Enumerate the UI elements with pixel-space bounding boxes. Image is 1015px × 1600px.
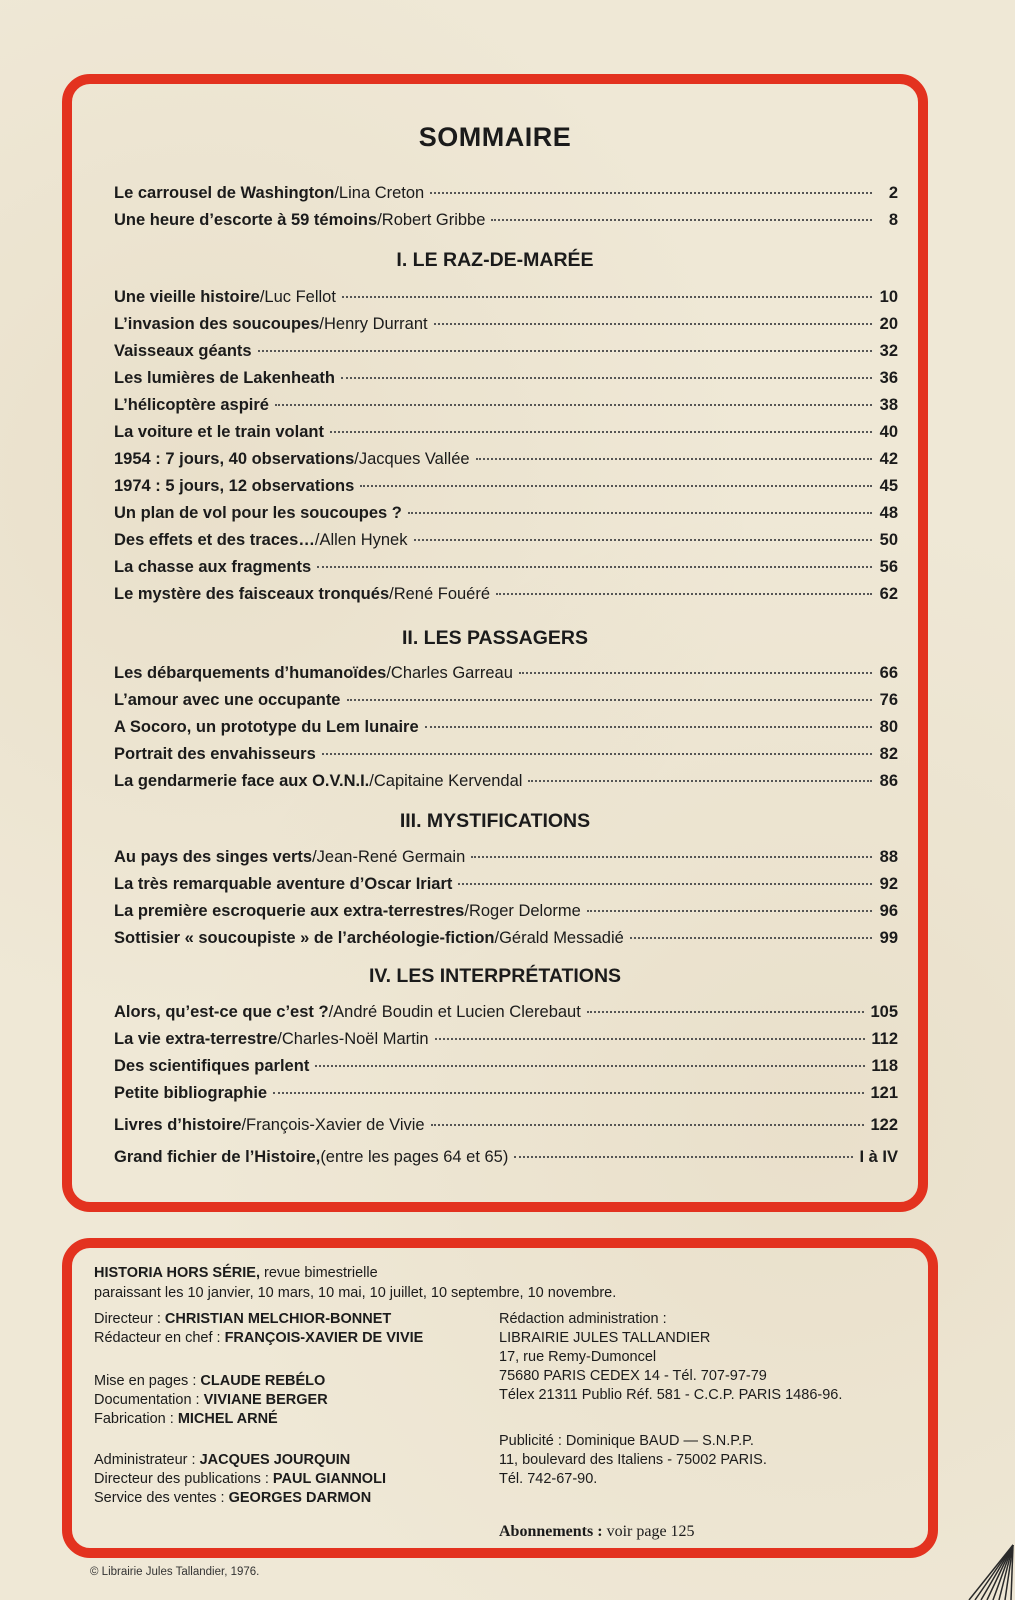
staff-role: Mise en pages : [94, 1373, 201, 1389]
staff-role: Directeur : [94, 1311, 165, 1327]
toc-entry [114, 504, 898, 523]
section-heading: III. MYSTIFICATIONS [399, 810, 591, 832]
advertising-line: 11, boulevard des Italiens - 75002 PARIS. [499, 1452, 767, 1468]
toc-entry [114, 902, 898, 921]
section-heading: I. LE RAZ-DE-MARÉE [396, 249, 594, 271]
dot-leader [317, 566, 872, 568]
dot-leader [496, 593, 872, 595]
entry-page: 45 [879, 477, 898, 495]
dot-leader [408, 512, 872, 514]
redaction-line: Rédaction administration : [499, 1311, 667, 1327]
staff-line [94, 1391, 328, 1410]
staff-line [94, 1329, 423, 1348]
staff-name: MICHEL ARNÉ [177, 1411, 278, 1427]
staff-line [94, 1470, 386, 1489]
publication-dates: paraissant les 10 janvier, 10 mars, 10 mai, 10 juillet, 10 septembre, 10 novembre. [94, 1285, 617, 1301]
entry-page: 40 [879, 423, 898, 441]
toc-entry [114, 1084, 898, 1103]
staff-role: Service des ventes : [94, 1490, 229, 1506]
entry-author: /Charles Garreau [386, 664, 513, 682]
section-heading: II. LES PASSAGERS [401, 627, 588, 649]
publication-name: HISTORIA HORS SÉRIE, [94, 1265, 260, 1281]
entry-title: Des effets et des traces… [114, 531, 315, 549]
entry-title: Alors, qu’est-ce que c’est ? [114, 1003, 329, 1021]
entry-page: 10 [879, 288, 898, 306]
publication-line [94, 1264, 378, 1283]
dot-leader [587, 910, 872, 912]
entry-page: 92 [879, 875, 898, 893]
entry-title: Portrait des envahisseurs [114, 745, 316, 763]
staff-line [94, 1310, 391, 1329]
entry-title: Au pays des singes verts [114, 848, 313, 866]
dot-leader [630, 937, 872, 939]
entry-author: /Luc Fellot [259, 288, 336, 306]
dot-leader [514, 1156, 853, 1158]
toc-entries [72, 84, 918, 1202]
staff-name: FRANÇOIS-XAVIER DE VIVIE [224, 1330, 424, 1346]
dot-leader [322, 753, 872, 755]
entry-page: 38 [879, 396, 898, 414]
entry-page: 86 [879, 772, 898, 790]
entry-author: /Allen Hynek [314, 531, 408, 549]
toc-entry [114, 342, 898, 361]
staff-name: CLAUDE REBÉLO [200, 1373, 326, 1389]
entry-title: Vaisseaux géants [114, 342, 252, 360]
advertising-line: Publicité : Dominique BAUD — S.N.P.P. [499, 1433, 754, 1449]
entry-page: 105 [870, 1003, 898, 1021]
entry-title: Le mystère des faisceaux tronqués [114, 585, 390, 603]
table-of-contents-frame [62, 74, 928, 1212]
entry-page: 82 [879, 745, 898, 763]
staff-name: VIVIANE BERGER [203, 1392, 328, 1408]
section-heading: IV. LES INTERPRÉTATIONS [368, 965, 622, 987]
dot-leader [519, 672, 872, 674]
staff-role: Administrateur : [94, 1452, 200, 1468]
staff-role: Directeur des publications : [94, 1471, 273, 1487]
publication-frequency: revue bimestrielle [259, 1265, 378, 1281]
entry-title: Livres d’histoire [114, 1116, 242, 1134]
entry-author: /René Fouéré [389, 585, 491, 603]
corner-tassel-decoration [955, 1520, 1015, 1600]
dot-leader [342, 296, 872, 298]
entry-page: 122 [870, 1116, 898, 1134]
entry-author: /François-Xavier de Vivie [241, 1116, 425, 1134]
toc-entry [114, 184, 898, 203]
copyright: © Librairie Jules Tallandier, 1976. [90, 1566, 260, 1578]
dot-leader [273, 1092, 864, 1094]
toc-entry [114, 718, 898, 737]
entry-page: 8 [888, 211, 898, 229]
entry-title: Un plan de vol pour les soucoupes ? [114, 504, 402, 522]
entry-title: La très remarquable aventure d’Oscar Iriart [114, 875, 453, 893]
entry-page: I à IV [859, 1148, 898, 1166]
toc-entry [114, 558, 898, 577]
toc-entry [114, 848, 898, 867]
toc-entry [114, 1116, 898, 1135]
entry-title: L’invasion des soucoupes [114, 315, 320, 333]
entry-title: Petite bibliographie [114, 1084, 268, 1102]
entry-page: 80 [879, 718, 898, 736]
dot-leader [360, 485, 872, 487]
entry-title: 1974 : 5 jours, 12 observations [114, 477, 355, 495]
toc-entry [114, 211, 898, 230]
entry-page: 121 [870, 1084, 898, 1102]
entry-page: 112 [871, 1030, 898, 1048]
entry-page: 2 [888, 184, 898, 202]
entry-title: Une heure d’escorte à 59 témoins [114, 211, 378, 229]
entry-page: 118 [871, 1057, 898, 1075]
toc-entry [114, 423, 898, 442]
toc-entry [114, 450, 898, 469]
staff-role: Documentation : [94, 1392, 204, 1408]
entry-author: /Lina Creton [334, 184, 425, 202]
entry-author: /Jean-René Germain [312, 848, 466, 866]
redaction-line: Télex 21311 Publio Réf. 581 - C.C.P. PARIS 1486-96. [499, 1387, 843, 1403]
publication-info-frame [62, 1238, 938, 1558]
entry-title: Grand fichier de l’Histoire, [114, 1148, 321, 1166]
entry-title: Des scientifiques parlent [114, 1057, 310, 1075]
entry-author: /Robert Gribbe [377, 211, 486, 229]
redaction-line: 75680 PARIS CEDEX 14 - Tél. 707-97-79 [499, 1368, 767, 1384]
dot-leader [275, 404, 872, 406]
toc-entry [114, 745, 898, 764]
dot-leader [431, 1124, 865, 1126]
staff-name: GEORGES DARMON [228, 1490, 372, 1506]
staff-role: Fabrication : [94, 1411, 178, 1427]
toc-entry [114, 691, 898, 710]
entry-title: La gendarmerie face aux O.V.N.I. [114, 772, 370, 790]
dot-leader [330, 431, 872, 433]
entry-title: L’amour avec une occupante [114, 691, 341, 709]
toc-entry [114, 315, 898, 334]
staff-line [94, 1410, 278, 1429]
entry-page: 76 [879, 691, 898, 709]
dot-leader [435, 1038, 866, 1040]
toc-entry [114, 1148, 898, 1167]
toc-entry [114, 288, 898, 307]
toc-entry [114, 875, 898, 894]
redaction-line: 17, rue Remy-Dumoncel [499, 1349, 657, 1365]
entry-page: 56 [879, 558, 898, 576]
toc-title: SOMMAIRE [418, 122, 572, 152]
entry-title: 1954 : 7 jours, 40 observations [114, 450, 355, 468]
dot-leader [458, 883, 872, 885]
toc-entry [114, 1003, 898, 1022]
toc-entry [114, 772, 898, 791]
dot-leader [258, 350, 872, 352]
entry-page: 62 [879, 585, 898, 603]
dot-leader [471, 856, 872, 858]
dot-leader [315, 1065, 865, 1067]
entry-page: 88 [879, 848, 898, 866]
advertising-line: Tél. 742-67-90. [499, 1471, 598, 1487]
entry-author: /Jacques Vallée [354, 450, 470, 468]
dot-leader [347, 699, 873, 701]
entry-title: Le carrousel de Washington [114, 184, 335, 202]
entry-author: /Charles-Noël Martin [277, 1030, 429, 1048]
toc-entry [114, 396, 898, 415]
staff-line [94, 1372, 325, 1391]
entry-page: 96 [879, 902, 898, 920]
entry-page: 32 [879, 342, 898, 360]
entry-author: (entre les pages 64 et 65) [320, 1148, 509, 1166]
redaction-line: LIBRAIRIE JULES TALLANDIER [499, 1330, 711, 1346]
toc-entry [114, 531, 898, 550]
entry-author: /Gérald Messadié [494, 929, 624, 947]
subscriptions-label: Abonnements : [499, 1523, 603, 1540]
entry-title: A Socoro, un prototype du Lem lunaire [114, 718, 419, 736]
entry-page: 20 [879, 315, 898, 333]
dot-leader [414, 539, 873, 541]
entry-author: /Capitaine Kervendal [369, 772, 523, 790]
staff-name: CHRISTIAN MELCHIOR-BONNET [164, 1311, 392, 1327]
entry-page: 48 [879, 504, 898, 522]
entry-title: La chasse aux fragments [114, 558, 312, 576]
dot-leader [491, 219, 872, 221]
entry-page: 50 [879, 531, 898, 549]
entry-title: La première escroquerie aux extra-terrestres [114, 902, 465, 920]
toc-entry [114, 929, 898, 948]
staff-name: PAUL GIANNOLI [272, 1471, 386, 1487]
entry-title: Les débarquements d’humanoïdes [114, 664, 387, 682]
subscriptions-line [499, 1522, 695, 1541]
staff-role: Rédacteur en chef : [94, 1330, 225, 1346]
entry-page: 99 [879, 929, 898, 947]
dot-leader [476, 458, 872, 460]
entry-title: Les lumières de Lakenheath [114, 369, 336, 387]
dot-leader [425, 726, 872, 728]
dot-leader [587, 1011, 865, 1013]
toc-entry [114, 585, 898, 604]
entry-title: Une vieille histoire [114, 288, 260, 306]
toc-entry [114, 664, 898, 683]
toc-entry [114, 477, 898, 496]
entry-title: La vie extra-terrestre [114, 1030, 278, 1048]
toc-entry [114, 369, 898, 388]
dot-leader [528, 780, 872, 782]
entry-title: L’hélicoptère aspiré [114, 396, 269, 414]
dot-leader [434, 323, 872, 325]
entry-page: 42 [879, 450, 898, 468]
entry-page: 36 [879, 369, 898, 387]
staff-name: JACQUES JOURQUIN [199, 1452, 351, 1468]
staff-line [94, 1451, 350, 1470]
entry-author: /Henry Durrant [319, 315, 428, 333]
entry-title: La voiture et le train volant [114, 423, 324, 441]
toc-entry [114, 1030, 898, 1049]
entry-page: 66 [879, 664, 898, 682]
entry-title: Sottisier « soucoupiste » de l’archéologie-fiction [114, 929, 495, 947]
toc-entry [114, 1057, 898, 1076]
staff-line [94, 1489, 371, 1508]
subscriptions-value: voir page 125 [602, 1523, 695, 1540]
dot-leader [341, 377, 872, 379]
entry-author: /André Boudin et Lucien Clerebaut [328, 1003, 581, 1021]
entry-author: /Roger Delorme [464, 902, 581, 920]
dot-leader [430, 192, 872, 194]
